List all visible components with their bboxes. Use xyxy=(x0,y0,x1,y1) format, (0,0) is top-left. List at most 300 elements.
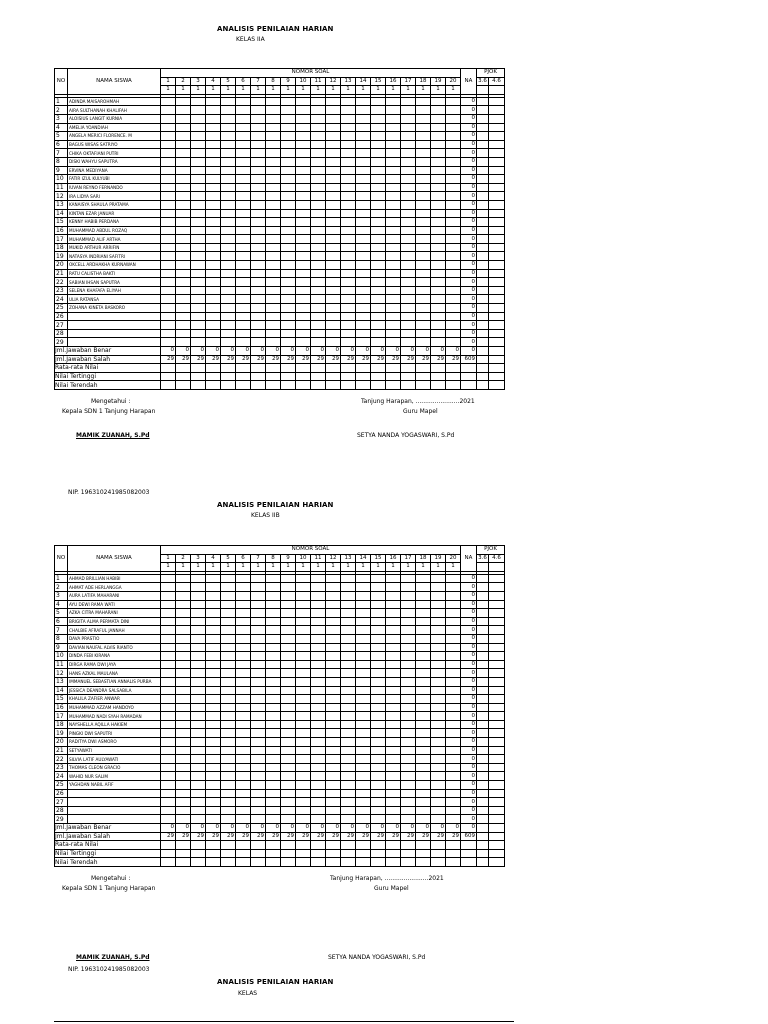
score-cell xyxy=(356,200,371,209)
student-row xyxy=(55,261,505,270)
na-value: 0 xyxy=(461,149,477,158)
score-cell xyxy=(251,183,266,192)
pjok-cell xyxy=(489,338,505,347)
score-cell xyxy=(416,815,431,824)
score-cell xyxy=(446,114,461,123)
student-number: 12 xyxy=(55,669,68,678)
summary-value: 29 xyxy=(401,355,416,364)
summary-value xyxy=(281,849,296,858)
score-cell xyxy=(326,738,341,747)
na-value: 0 xyxy=(461,295,477,304)
score-cell xyxy=(236,321,251,330)
score-cell xyxy=(296,243,311,252)
score-cell xyxy=(431,600,446,609)
score-cell xyxy=(221,295,236,304)
score-cell xyxy=(266,695,281,704)
pjok-cell xyxy=(477,175,489,184)
student-row xyxy=(55,175,505,184)
score-cell xyxy=(266,209,281,218)
score-cell xyxy=(371,591,386,600)
score-cell xyxy=(326,329,341,338)
score-cell xyxy=(296,329,311,338)
score-cell xyxy=(386,157,401,166)
no-header: NO xyxy=(55,546,68,572)
score-cell xyxy=(311,720,326,729)
score-cell xyxy=(356,321,371,330)
na-value: 0 xyxy=(461,304,477,313)
summary-value: 29 xyxy=(371,355,386,364)
pjok-cell xyxy=(489,200,505,209)
summary-value: 29 xyxy=(416,832,431,841)
score-cell xyxy=(431,183,446,192)
score-cell xyxy=(221,321,236,330)
score-cell xyxy=(446,140,461,149)
score-cell xyxy=(416,669,431,678)
student-name: ERVINA MEDIYANA xyxy=(68,166,161,175)
score-cell xyxy=(206,574,221,583)
score-cell xyxy=(356,192,371,201)
pjok-cell xyxy=(477,591,489,600)
na-value: 0 xyxy=(461,789,477,798)
score-cell xyxy=(446,338,461,347)
score-cell xyxy=(206,312,221,321)
score-cell xyxy=(236,243,251,252)
summary-value xyxy=(356,849,371,858)
score-cell xyxy=(236,669,251,678)
score-cell xyxy=(326,114,341,123)
score-cell xyxy=(206,123,221,132)
score-cell xyxy=(221,200,236,209)
summary-value xyxy=(281,372,296,381)
score-cell xyxy=(431,626,446,635)
score-cell xyxy=(191,312,206,321)
question-number: 15 xyxy=(371,554,386,563)
score-cell xyxy=(266,97,281,106)
student-name: DAVA PRASTIO xyxy=(68,634,161,643)
pjok-cell xyxy=(489,832,505,841)
score-cell xyxy=(191,175,206,184)
score-cell xyxy=(161,626,176,635)
score-cell xyxy=(446,772,461,781)
score-cell xyxy=(431,166,446,175)
score-cell xyxy=(161,617,176,626)
score-cell xyxy=(356,617,371,626)
question-weight: 1 xyxy=(446,86,461,95)
score-cell xyxy=(161,669,176,678)
score-cell xyxy=(266,200,281,209)
score-cell xyxy=(401,591,416,600)
summary-value: 0 xyxy=(356,824,371,833)
question-number: 14 xyxy=(356,554,371,563)
score-cell xyxy=(356,261,371,270)
pjok-cell xyxy=(477,738,489,747)
summary-value xyxy=(311,841,326,850)
score-cell xyxy=(236,789,251,798)
pjok-cell xyxy=(489,634,505,643)
score-cell xyxy=(341,643,356,652)
score-cell xyxy=(221,175,236,184)
summary-value: 29 xyxy=(281,355,296,364)
score-cell xyxy=(191,746,206,755)
student-name: PINGKI DWI SAPUTRI xyxy=(68,729,161,738)
score-cell xyxy=(356,695,371,704)
summary-value xyxy=(416,381,431,390)
score-cell xyxy=(236,652,251,661)
pjok-cell xyxy=(477,355,489,364)
na-value: 0 xyxy=(461,600,477,609)
score-cell xyxy=(431,609,446,618)
score-cell xyxy=(431,226,446,235)
pjok-cell xyxy=(477,329,489,338)
summary-value: 0 xyxy=(386,347,401,356)
score-cell xyxy=(236,617,251,626)
score-cell xyxy=(326,686,341,695)
summary-value: 0 xyxy=(176,824,191,833)
score-cell xyxy=(266,252,281,261)
summary-value: 29 xyxy=(386,355,401,364)
score-cell xyxy=(191,114,206,123)
score-cell xyxy=(191,166,206,175)
score-cell xyxy=(401,175,416,184)
score-cell xyxy=(386,703,401,712)
score-cell xyxy=(386,252,401,261)
score-cell xyxy=(341,149,356,158)
na-value: 0 xyxy=(461,626,477,635)
score-cell xyxy=(221,755,236,764)
score-cell xyxy=(356,712,371,721)
score-cell xyxy=(281,329,296,338)
score-cell xyxy=(356,738,371,747)
score-cell xyxy=(221,218,236,227)
score-cell xyxy=(266,703,281,712)
score-cell xyxy=(431,278,446,287)
na-value: 0 xyxy=(461,583,477,592)
score-cell xyxy=(221,746,236,755)
score-cell xyxy=(326,312,341,321)
student-row xyxy=(55,183,505,192)
score-cell xyxy=(221,123,236,132)
student-row xyxy=(55,669,505,678)
score-cell xyxy=(221,114,236,123)
pjok-cell xyxy=(489,114,505,123)
score-cell xyxy=(281,617,296,626)
score-cell xyxy=(221,815,236,824)
score-cell xyxy=(191,600,206,609)
score-cell xyxy=(446,106,461,115)
score-cell xyxy=(341,695,356,704)
student-number: 7 xyxy=(55,626,68,635)
summary-value: 29 xyxy=(296,832,311,841)
score-cell xyxy=(341,286,356,295)
score-cell xyxy=(296,591,311,600)
score-cell xyxy=(191,329,206,338)
score-cell xyxy=(416,772,431,781)
score-cell xyxy=(176,798,191,807)
score-cell xyxy=(206,695,221,704)
score-cell xyxy=(341,218,356,227)
student-row xyxy=(55,218,505,227)
score-cell xyxy=(386,209,401,218)
score-cell xyxy=(296,652,311,661)
student-name xyxy=(68,789,161,798)
question-weight: 1 xyxy=(341,86,356,95)
summary-value: 0 xyxy=(296,824,311,833)
score-cell xyxy=(356,269,371,278)
pjok-cell xyxy=(489,261,505,270)
score-cell xyxy=(356,132,371,141)
score-cell xyxy=(206,789,221,798)
score-cell xyxy=(371,652,386,661)
pjok-cell xyxy=(477,574,489,583)
student-name: THOMAS CLEON GRACIO xyxy=(68,763,161,772)
score-cell xyxy=(281,243,296,252)
summary-value xyxy=(326,858,341,867)
score-cell xyxy=(386,312,401,321)
na-value: 0 xyxy=(461,321,477,330)
score-cell xyxy=(296,738,311,747)
score-cell xyxy=(206,269,221,278)
na-value: 0 xyxy=(461,140,477,149)
score-cell xyxy=(386,329,401,338)
score-cell xyxy=(371,295,386,304)
score-cell xyxy=(191,729,206,738)
score-cell xyxy=(416,746,431,755)
question-weight: 1 xyxy=(281,563,296,572)
na-value: 0 xyxy=(461,669,477,678)
score-cell xyxy=(311,183,326,192)
pjok-cell xyxy=(489,97,505,106)
score-cell xyxy=(281,574,296,583)
pjok-cell xyxy=(477,347,489,356)
score-cell xyxy=(206,286,221,295)
score-cell xyxy=(401,166,416,175)
score-cell xyxy=(161,652,176,661)
score-cell xyxy=(221,789,236,798)
score-cell xyxy=(386,806,401,815)
student-number: 21 xyxy=(55,269,68,278)
score-cell xyxy=(161,806,176,815)
student-row xyxy=(55,157,505,166)
score-cell xyxy=(236,140,251,149)
score-cell xyxy=(371,166,386,175)
score-cell xyxy=(446,669,461,678)
score-cell xyxy=(446,686,461,695)
score-cell xyxy=(386,123,401,132)
score-cell xyxy=(446,218,461,227)
score-cell xyxy=(266,304,281,313)
score-cell xyxy=(446,695,461,704)
pjok-cell xyxy=(477,729,489,738)
score-cell xyxy=(191,218,206,227)
student-number: 15 xyxy=(55,218,68,227)
score-cell xyxy=(341,772,356,781)
score-cell xyxy=(296,755,311,764)
summary-value: 0 xyxy=(311,347,326,356)
score-cell xyxy=(326,677,341,686)
score-cell xyxy=(251,123,266,132)
score-cell xyxy=(341,140,356,149)
score-cell xyxy=(281,660,296,669)
score-cell xyxy=(401,114,416,123)
score-cell xyxy=(416,235,431,244)
score-cell xyxy=(371,686,386,695)
score-cell xyxy=(221,600,236,609)
score-cell xyxy=(431,132,446,141)
question-weight: 1 xyxy=(356,563,371,572)
score-cell xyxy=(191,669,206,678)
score-cell xyxy=(161,149,176,158)
score-cell xyxy=(176,278,191,287)
student-number: 25 xyxy=(55,304,68,313)
score-cell xyxy=(401,798,416,807)
score-cell xyxy=(296,132,311,141)
header-row xyxy=(55,546,505,555)
student-name: ULIA RATANSA xyxy=(68,295,161,304)
score-cell xyxy=(371,729,386,738)
student-name xyxy=(68,312,161,321)
score-cell xyxy=(311,329,326,338)
score-cell xyxy=(386,789,401,798)
score-cell xyxy=(266,183,281,192)
score-cell xyxy=(251,617,266,626)
student-row xyxy=(55,781,505,790)
score-cell xyxy=(176,200,191,209)
score-cell xyxy=(191,574,206,583)
summary-label: Nilai Terendah xyxy=(55,858,161,867)
score-cell xyxy=(161,815,176,824)
student-number: 23 xyxy=(55,286,68,295)
score-cell xyxy=(296,798,311,807)
score-cell xyxy=(266,192,281,201)
score-cell xyxy=(371,634,386,643)
score-cell xyxy=(431,703,446,712)
score-cell xyxy=(431,746,446,755)
score-cell xyxy=(326,209,341,218)
summary-label: Jml.Jawaban Salah xyxy=(55,832,161,841)
score-cell xyxy=(341,617,356,626)
score-cell xyxy=(191,609,206,618)
score-cell xyxy=(266,686,281,695)
score-cell xyxy=(236,712,251,721)
student-name: KHALILA ZAFIER ANWAR xyxy=(68,695,161,704)
student-number: 13 xyxy=(55,200,68,209)
na-value: 0 xyxy=(461,278,477,287)
score-cell xyxy=(326,235,341,244)
nomor-soal-header: NOMOR SOAL xyxy=(161,69,461,78)
score-cell xyxy=(176,729,191,738)
score-cell xyxy=(266,149,281,158)
score-cell xyxy=(281,583,296,592)
score-cell xyxy=(236,626,251,635)
pjok-cell xyxy=(489,600,505,609)
na-value: 0 xyxy=(461,97,477,106)
score-cell xyxy=(371,286,386,295)
score-cell xyxy=(266,123,281,132)
pjok-cell xyxy=(477,832,489,841)
score-cell xyxy=(191,286,206,295)
score-cell xyxy=(371,175,386,184)
score-cell xyxy=(191,261,206,270)
question-number: 20 xyxy=(446,77,461,86)
question-weight: 1 xyxy=(371,563,386,572)
pjok-cell xyxy=(477,626,489,635)
summary-value xyxy=(401,849,416,858)
score-cell xyxy=(446,235,461,244)
score-cell xyxy=(251,329,266,338)
score-cell xyxy=(326,140,341,149)
summary-value xyxy=(206,381,221,390)
student-name: MUHAMMAD AZZAM HANDOYO xyxy=(68,703,161,712)
question-number: 2 xyxy=(176,77,191,86)
score-cell xyxy=(416,278,431,287)
score-cell xyxy=(296,97,311,106)
score-cell xyxy=(251,235,266,244)
score-cell xyxy=(356,798,371,807)
score-cell xyxy=(446,781,461,790)
summary-row-tertinggi xyxy=(55,372,505,381)
summary-value: 29 xyxy=(431,832,446,841)
student-name: BAGUS WISAS SATRIYO xyxy=(68,140,161,149)
score-cell xyxy=(251,695,266,704)
pjok-cell xyxy=(489,677,505,686)
kepsek-nip: NIP. 196310241985082003 xyxy=(68,966,150,973)
summary-value: 29 xyxy=(311,355,326,364)
summary-value: 0 xyxy=(356,347,371,356)
score-cell xyxy=(281,269,296,278)
score-cell xyxy=(221,772,236,781)
summary-value xyxy=(416,849,431,858)
score-cell xyxy=(386,192,401,201)
score-cell xyxy=(401,574,416,583)
summary-value: 0 xyxy=(401,347,416,356)
score-cell xyxy=(296,729,311,738)
pjok-cell xyxy=(489,347,505,356)
question-weight: 1 xyxy=(296,563,311,572)
place-date-label: Tanjung Harapan, .......................2021 xyxy=(330,875,444,882)
summary-value xyxy=(356,381,371,390)
score-cell xyxy=(446,815,461,824)
score-cell xyxy=(401,789,416,798)
score-cell xyxy=(371,200,386,209)
pjok-cell xyxy=(489,381,505,390)
score-cell xyxy=(296,209,311,218)
score-cell xyxy=(341,226,356,235)
na-value: 0 xyxy=(461,226,477,235)
student-number: 6 xyxy=(55,617,68,626)
score-cell xyxy=(221,720,236,729)
score-cell xyxy=(296,806,311,815)
score-cell xyxy=(446,132,461,141)
score-cell xyxy=(236,209,251,218)
question-number: 17 xyxy=(401,77,416,86)
score-cell xyxy=(446,295,461,304)
pjok-cell xyxy=(477,235,489,244)
student-name: AIRA SULTHANAH KHALIFAH xyxy=(68,106,161,115)
score-cell xyxy=(401,157,416,166)
score-cell xyxy=(176,243,191,252)
score-cell xyxy=(326,609,341,618)
score-cell xyxy=(386,609,401,618)
student-name: MUHAMMAD ALIF ARTHA xyxy=(68,235,161,244)
score-cell xyxy=(341,321,356,330)
score-cell xyxy=(401,243,416,252)
score-cell xyxy=(326,200,341,209)
question-number: 9 xyxy=(281,77,296,86)
score-cell xyxy=(206,321,221,330)
score-cell xyxy=(416,97,431,106)
score-cell xyxy=(251,660,266,669)
score-cell xyxy=(311,252,326,261)
